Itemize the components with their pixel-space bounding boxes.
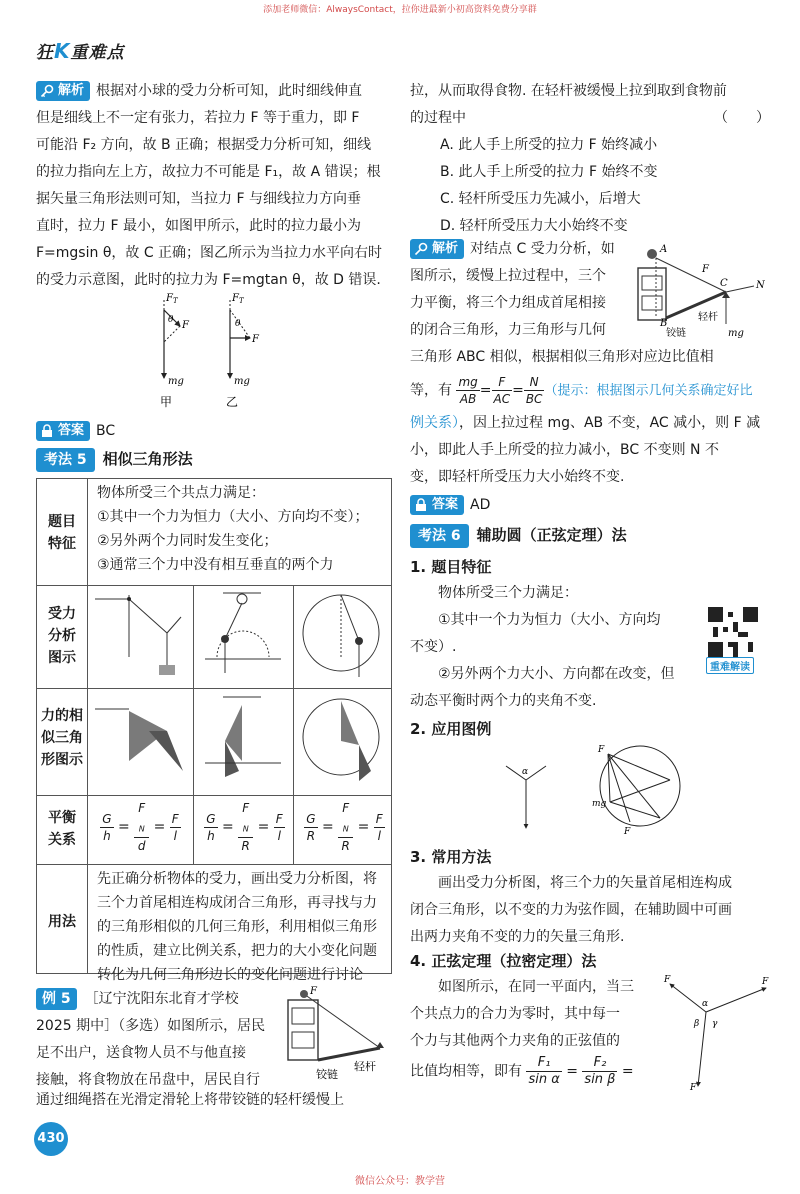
analysis-line: 的拉力指向左上方，故拉力不可能是 F₁，故 A 错误；根 (36, 164, 381, 180)
answer-row-2 (410, 494, 490, 516)
key-icon (40, 84, 54, 98)
svg-text:F: F (690, 1083, 697, 1093)
figure-jia-yi (140, 290, 290, 410)
svg-text:A: A (660, 244, 668, 255)
example5-figure (280, 986, 394, 1082)
bottom-watermark-note: 微信公众号：教学营 (355, 1176, 445, 1187)
balance-eq-2: $\frac{G}{h}$ = F $_N$ R = $\frac{F}{l}$ (206, 801, 283, 854)
svg-text:F: F (762, 977, 769, 987)
row-head-usage: 用法 (48, 914, 76, 930)
section-2-title: 2. 应用图例 (410, 720, 492, 738)
answer-tag: 答案 (36, 421, 90, 441)
option-d: D. 轻杆所受压力大小始终不变 (440, 218, 628, 234)
section-1-body: 物体所受三个力满足： ①其中一个力为恒力（大小、方向均 不变）. ②另外两个力大小、方向都在改变，但 (410, 585, 675, 682)
similar-triangle-2 (195, 691, 291, 793)
row-head-balance: 平衡 关系 (48, 810, 76, 848)
method5-table (36, 478, 392, 983)
force-diagram-1 (89, 587, 191, 687)
svg-text:θ: θ (168, 315, 174, 325)
option-a: A. 此人手上所受的拉力 F 始终减小 (440, 137, 658, 153)
lami-figure (650, 974, 780, 1094)
answer-paren: （ ） (714, 110, 770, 126)
qr-code-icon[interactable] (708, 607, 758, 657)
analysis-line: 直时，拉力 F 最小，如图甲所示，此时的拉力最小为 (36, 218, 361, 234)
answer-row (36, 420, 392, 442)
svg-text:mg: mg (728, 328, 744, 339)
analysis-line: 的受力示意图，此时的拉力为 F=mgtan θ，故 D 错误. (36, 272, 381, 288)
svg-text:α: α (702, 999, 709, 1009)
method6-header (410, 524, 770, 548)
balance-eq-3: $\frac{G}{R}$ = F $_N$ R = $\frac{F}{l}$ (306, 801, 383, 854)
svg-text:θ: θ (235, 319, 241, 329)
section-4-title: 4. 正弦定理（拉密定理）法 (410, 952, 597, 970)
row-head-force-analysis: 受力 分析 图示 (48, 606, 76, 666)
svg-text:mg: mg (234, 376, 250, 387)
section-3-body: 画出受力分析图，将三个力的矢量首尾相连构成 闭合三角形，以不变的力为弦作圆，在辅助圆中可画 出两力夹角不变的力的矢量三角形. (410, 875, 732, 945)
answer-value-2: AD (470, 497, 491, 513)
svg-text:mg: mg (592, 799, 607, 809)
analysis-figure-abc (630, 236, 770, 342)
right-analysis-top: 解析 对结点 C 受力分析，如 图所示，缓慢上拉过程中，三个 力平衡，将三个力组成首尾相接 的闭合三角形，力三角形与几何 (410, 241, 615, 338)
answer-tag-2: 答案 (410, 495, 464, 515)
svg-text:F: F (232, 293, 239, 304)
svg-text:mg: mg (168, 376, 184, 387)
analysis-line: 可能沿 F₂ 方向，故 B 正确；根据受力分析可知，细线 (36, 137, 372, 153)
method5-header (36, 448, 392, 472)
answer-value: BC (96, 423, 116, 439)
svg-text:乙: 乙 (226, 395, 239, 409)
lock-icon (414, 498, 428, 512)
svg-text:C: C (720, 278, 728, 289)
analysis-equation-row: 等，有 $\frac{mg}{AB}$ = $\frac{F}{AC}$ = $\frac{N}{BC}$ （提示：根据图示几何关系确定好比 (410, 375, 753, 406)
svg-text:β: β (694, 1019, 700, 1029)
svg-text:F: F (702, 264, 709, 275)
analysis-line: 据矢量三角形法则可知，当拉力 F 与细线拉力方向垂 (36, 191, 361, 207)
force-diagram-3 (295, 587, 391, 687)
svg-text:T: T (173, 297, 178, 305)
svg-text:γ: γ (712, 1019, 718, 1029)
svg-text:轻杆: 轻杆 (698, 312, 718, 323)
svg-text:F: F (252, 334, 259, 345)
analysis-line: 但是细线上不一定有张力，若拉力 F 等于重力，即 F (36, 110, 360, 126)
example5-last-line: 通过细绳搭在光滑定滑轮上将带铰链的轻杆缓慢上 (36, 1092, 344, 1108)
svg-text:F: F (182, 320, 189, 331)
svg-text:F: F (166, 293, 173, 304)
svg-text:F: F (310, 986, 317, 997)
row-head-features: 题目 特征 (48, 514, 76, 552)
example5: 例 5 ［辽宁沈阳东北育才学校 2025 期中］（多选）如图所示，居民 足不出户，送食物人员不与他直接 接触，将食物放在吊盘中，居民自行 (36, 986, 286, 1094)
svg-text:F: F (598, 745, 605, 755)
svg-text:α: α (522, 767, 529, 777)
analysis-line: 根据对小球的受力分析可知，此时细线伸直 (96, 83, 363, 99)
svg-text:T: T (239, 297, 244, 305)
key-icon (414, 242, 428, 256)
svg-text:N: N (756, 280, 765, 291)
svg-text:铰链: 铰链 (666, 328, 686, 339)
book-logo: 狂K重难点 (36, 39, 125, 63)
method6-title: 辅助圆（正弦定理）法 (476, 526, 627, 544)
top-watermark-note: 添加老师微信：AlwaysContact，拉你进最新小初高资料免费分享群 (263, 5, 537, 15)
svg-text:F: F (664, 975, 671, 985)
section-1-last: 动态平衡时两个力的夹角不变. (410, 693, 597, 709)
option-b: B. 此人手上所受的拉力 F 始终不变 (440, 164, 658, 180)
option-c: C. 轻杆所受压力先减小，后增大 (440, 191, 641, 207)
method6-badge: 考法 6 (410, 524, 469, 548)
right-analysis-line: 三角形 ABC 相似，根据相似三角形对应边比值相 (410, 349, 714, 365)
section-1-title: 1. 题目特征 (410, 558, 492, 576)
section-4-body: 如图所示，在同一平面内，当三 个共点力的合力为零时，其中每一 个力与其他两个力夹角的正弦值的 比值均相等，即有 $\frac{\text{F₁}}{\text{sin α}}$ = $\frac{\text{F₂}}{\text{sin β}}$ = (410, 979, 634, 1087)
analysis-line: F=mgsin θ，故 C 正确；图乙所示为当拉力水平向右时 (36, 245, 383, 261)
hint-text: （提示：根据图示几何关系确定好比 (544, 383, 753, 399)
qr-label[interactable]: 重难解读 (706, 657, 754, 674)
method5-badge: 考法 5 (36, 448, 95, 472)
similar-triangle-1 (89, 691, 191, 793)
analysis-tag-2: 解析 (410, 239, 464, 259)
analysis-tail: 例关系），因上拉过程 mg、AB 不变，AC 减小，则 F 减 小，即此人手上所受的拉力减小，BC 不变则 N 不 变，即轻杆所受压力大小始终不变. (410, 415, 761, 485)
svg-text:F: F (624, 827, 631, 837)
section-3-title: 3. 常用方法 (410, 848, 492, 866)
example5-continued: 拉，从而取得食物. 在轻杆被缓慢上拉到取到食物前 的过程中 （ ） (410, 78, 770, 132)
application-figure (500, 740, 690, 840)
svg-text:甲: 甲 (160, 395, 173, 409)
usage-cell: 先正确分析物体的受力，画出受力分析图，将 三个力首尾相连构成闭合三角形，再寻找与力 的三角形相似的几何三角形，利用相似三角形 的性质，建立比例关系，把力的大小变化问题 转化为几何三角形边长的变化问题进行讨论 (97, 871, 377, 983)
features-cell: 物体所受三个共点力满足： ①其中一个力为恒力（大小、方向均不变）； ②另外两个力同时发生变化； ③通常三个力中没有相互垂直的两个力 (97, 485, 369, 573)
left-analysis (36, 78, 392, 294)
similar-triangle-3 (295, 691, 391, 793)
analysis-tag: 解析 (36, 81, 90, 101)
example5-badge: 例 5 (36, 988, 77, 1010)
options-list (440, 132, 770, 240)
force-diagram-2 (195, 587, 291, 687)
row-head-similar-triangle: 力的相 似三角 形图示 (41, 708, 83, 768)
svg-text:铰链: 铰链 (316, 1068, 338, 1081)
lock-icon (40, 424, 54, 438)
svg-text:轻杆: 轻杆 (354, 1060, 376, 1073)
balance-eq-1: $\frac{G}{h}$ = F $_N$ d = $\frac{F}{l}$ (102, 801, 179, 854)
svg-text:B: B (660, 318, 668, 329)
method5-title: 相似三角形法 (102, 450, 193, 468)
page-number: 430 (34, 1122, 68, 1156)
